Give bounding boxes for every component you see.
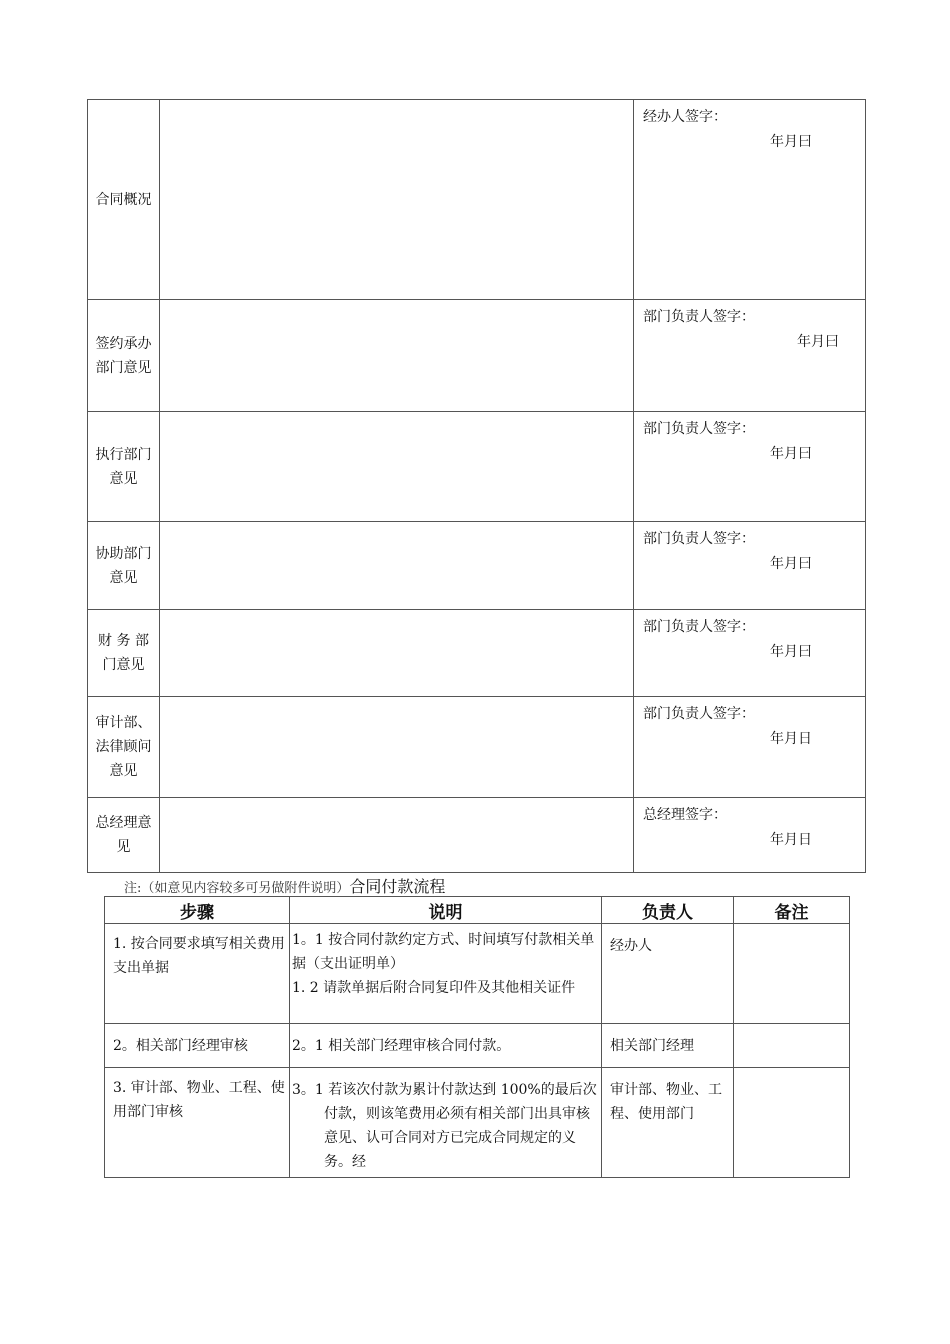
approval-form-table <box>87 99 866 873</box>
form-row-finance-dept <box>88 610 866 697</box>
signer-label: 部门负责人签字： <box>643 421 755 437</box>
signature-cell <box>634 697 866 798</box>
flow-header-row <box>105 897 850 924</box>
header-description: 说明 <box>290 897 602 924</box>
owner-cell: 相关部门经理 <box>602 1024 734 1068</box>
form-row-assisting-dept <box>88 522 866 610</box>
description-line: 1. 2 请款单据后附合同复印件及其他相关证件 <box>292 980 576 996</box>
signer-label: 经办人签字： <box>643 109 727 125</box>
date-label: 年月曰 <box>770 644 812 660</box>
flow-row <box>105 924 850 1024</box>
opinion-area[interactable] <box>160 697 634 798</box>
remark-cell <box>734 1068 850 1178</box>
header-owner: 负责人 <box>602 897 734 924</box>
remark-cell <box>734 1024 850 1068</box>
step-cell: 2。相关部门经理审核 <box>105 1024 290 1068</box>
row-label: 协助部门意见 <box>88 522 160 610</box>
opinion-area[interactable] <box>160 412 634 522</box>
signer-label: 部门负责人签字： <box>643 531 755 547</box>
description-cell <box>290 924 602 1024</box>
signer-label: 部门负责人签字： <box>643 619 755 635</box>
opinion-area[interactable] <box>160 522 634 610</box>
description-line: 1。1 按合同付款约定方式、时间填写付款相关单据（支出证明单） <box>292 932 595 972</box>
opinion-area[interactable] <box>160 798 634 873</box>
row-label: 执行部门意见 <box>88 412 160 522</box>
date-label: 年月曰 <box>797 334 839 350</box>
date-label: 年月日 <box>770 731 812 747</box>
flow-row <box>105 1024 850 1068</box>
signature-cell <box>634 412 866 522</box>
date-label: 年月日 <box>770 832 812 848</box>
signature-cell <box>634 522 866 610</box>
flow-row <box>105 1068 850 1178</box>
row-label: 财 务 部门意见 <box>88 610 160 697</box>
form-row-contract-overview <box>88 100 866 300</box>
owner-cell: 审计部、物业、工程、使用部门 <box>602 1068 734 1178</box>
signature-cell <box>634 610 866 697</box>
description-cell: 3。1 若该次付款为累计付款达到 100%的最后次付款，则该笔费用必须有相关部门出具审核意见、认可合同对方已完成合同规定的义务。经 <box>290 1068 602 1178</box>
row-label: 合同概况 <box>88 100 160 300</box>
date-label: 年月曰 <box>770 446 812 462</box>
form-row-audit-legal <box>88 697 866 798</box>
description-cell: 2。1 相关部门经理审核合同付款。 <box>290 1024 602 1068</box>
opinion-area[interactable] <box>160 100 634 300</box>
note-text: 注:（如意见内容较多可另做附件说明） <box>124 881 350 896</box>
opinion-area[interactable] <box>160 300 634 412</box>
opinion-area[interactable] <box>160 610 634 697</box>
header-remark: 备注 <box>734 897 850 924</box>
signature-cell <box>634 300 866 412</box>
form-note <box>124 874 445 897</box>
form-row-executing-dept <box>88 412 866 522</box>
date-label: 年月曰 <box>770 556 812 572</box>
signature-cell <box>634 798 866 873</box>
signer-label: 部门负责人签字： <box>643 309 755 325</box>
form-row-contracting-dept <box>88 300 866 412</box>
payment-flow-table <box>104 896 850 1178</box>
flow-title: 合同付款流程 <box>349 877 446 896</box>
signer-label: 部门负责人签字： <box>643 706 755 722</box>
row-label: 总经理意见 <box>88 798 160 873</box>
owner-cell: 经办人 <box>602 924 734 1024</box>
signer-label: 总经理签字： <box>643 807 727 823</box>
form-row-general-manager <box>88 798 866 873</box>
remark-cell <box>734 924 850 1024</box>
step-cell: 3. 审计部、物业、工程、使用部门审核 <box>105 1068 290 1178</box>
row-label: 签约承办部门意见 <box>88 300 160 412</box>
header-step: 步骤 <box>105 897 290 924</box>
date-label: 年月曰 <box>770 134 812 150</box>
step-cell: 1. 按合同要求填写相关费用支出单据 <box>105 924 290 1024</box>
signature-cell <box>634 100 866 300</box>
row-label: 审计部、法律顾问意见 <box>88 697 160 798</box>
